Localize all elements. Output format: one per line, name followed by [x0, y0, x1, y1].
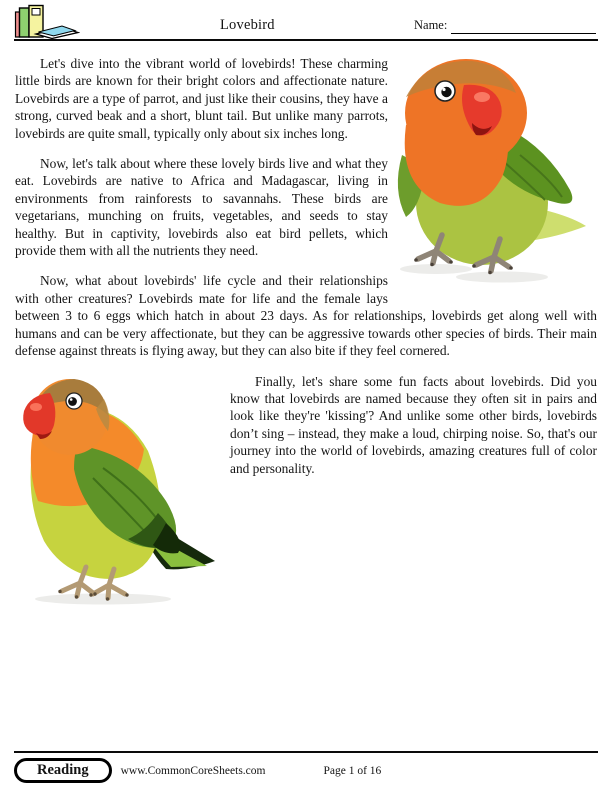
lovebird-photo-bottom	[8, 373, 223, 607]
paragraph-fun-facts: Finally, let's share some fun facts about lovebirds. Did you know that lovebirds are named because they often sit in pairs and look like they're 'kissing'? And unlike some other birds, lovebirds don’t sing – instead, they make a loud, chirping noise. So, that's our journey into the world of lovebirds, amazing creatures full of color and personality.	[230, 373, 597, 476]
page-header	[14, 0, 598, 41]
name-row	[406, 18, 596, 34]
footer-row	[14, 758, 598, 783]
lovebird-front-illustration	[390, 55, 597, 287]
footer-rule	[14, 751, 598, 753]
website-url: www.CommonCoreSheets.com	[120, 764, 266, 777]
lovebird-photo-top	[390, 55, 597, 287]
paragraph-habitat-diet: Now, let's talk about where these lovely birds live and what they eat. Lovebirds are native to Africa and Madagascar, living in environments from rainforests to savannahs. These birds are vegetarians, munching on fruits, vegetables, and seeds to stay healthy. But in captivity, lovebirds also eat bird pellets, which provide them with all the nutrients they need.	[15, 156, 388, 259]
article-body	[0, 41, 612, 611]
page-title: Lovebird	[220, 17, 275, 33]
page-footer	[14, 751, 598, 783]
category-badge-label: Reading	[37, 762, 89, 778]
page-number: Page 1 of 16	[323, 764, 382, 777]
name-label: Name:	[414, 18, 448, 32]
books-icon	[14, 3, 80, 39]
lovebird-profile-illustration	[8, 373, 223, 607]
paragraph-lifecycle: Now, what about lovebirds' life cycle and their relationships with other creatures? Lovebirds mate for life and the female lays between 3 to 6 eggs which hatch in about 23 days. As for relationships, lovebirds get along well with humans and can be very affectionate, but they can be aggressive towards other species of birds. Their main defense against threats is flying away, but they can also bite if they feel cornered.	[15, 273, 597, 359]
paragraph-intro: Let's dive into the vibrant world of lovebirds! These charming little birds are known for their bright colors and affectionate nature. Lovebirds are a type of parrot, and just like their cousins, they have a strong, curved beak and a short, blunt tail. But unlike many parrots, lovebirds are quite small, typically only about six inches long.	[15, 56, 388, 141]
category-badge	[14, 758, 112, 783]
name-write-line	[451, 19, 596, 34]
